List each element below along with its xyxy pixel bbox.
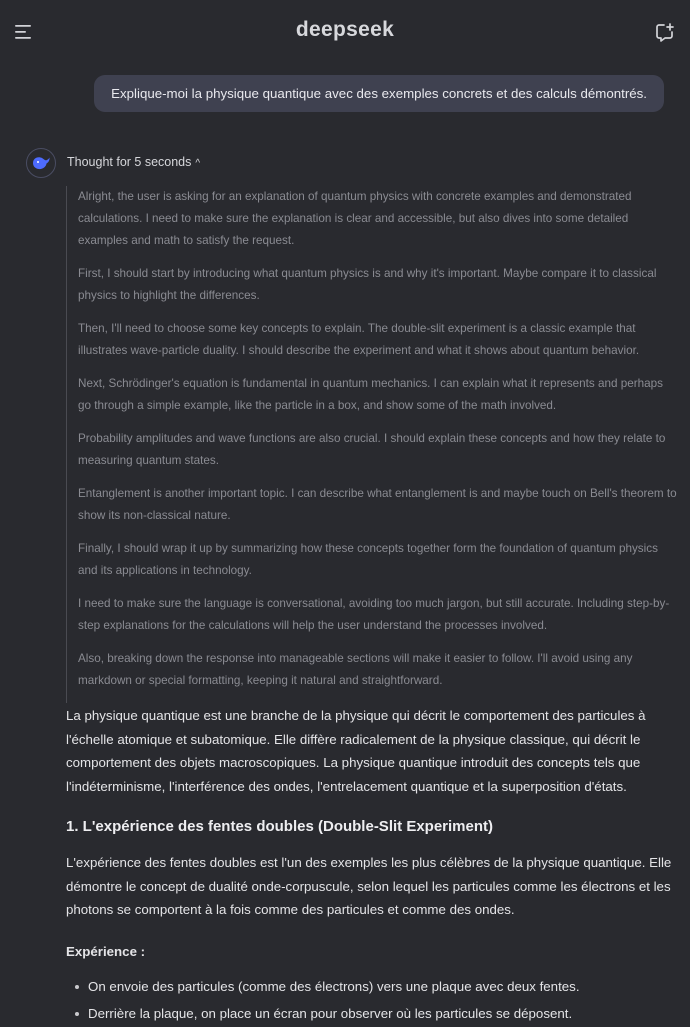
new-chat-icon[interactable] [654,22,676,44]
reasoning-paragraph: First, I should start by introducing what quantum physics is and why it's important. Maybe compare it to classical physics to highlight the differences. [78,267,657,302]
section-heading: 1. L'expérience des fentes doubles (Double-Slit Experiment) [66,818,494,835]
list-item: On envoie des particules (comme des électrons) vers une plaque avec deux fentes. [66,973,672,1000]
bullet-list [66,973,672,1027]
reasoning-paragraph: Entanglement is another important topic. I can describe what entanglement is and maybe touch on Bell's theorem to show its non-classical nature. [78,487,677,522]
reasoning-paragraph: Also, breaking down the response into manageable sections will make it easier to follow. I'll avoid using any markdown or special formatting, keeping it natural and straightforward. [78,652,633,687]
list-item: Derrière la plaque, on place un écran pour observer où les particules se déposent. [66,1000,672,1027]
deepseek-whale-icon [26,148,56,178]
reasoning-paragraph: Alright, the user is asking for an explanation of quantum physics with concrete examples and demonstrated calculations. I need to make sure the explanation is clear and accessible, but also dives into some detailed examples and math to satisfy the request. [78,190,632,247]
reasoning-paragraph: I need to make sure the language is conversational, avoiding too much jargon, but still accurate. Including step-by-step explanations for the calculations will help the user understand the processes involved. [78,597,670,632]
reasoning-paragraph: Finally, I should wrap it up by summarizing how these concepts together form the foundation of quantum physics and its applications in technology. [78,542,658,577]
user-message-bubble: Explique-moi la physique quantique avec des exemples concrets et des calculs démontrés. [94,75,664,112]
chevron-up-icon: ^ [195,158,201,169]
brand-logo: deepseek [295,18,395,41]
reasoning-paragraph: Then, I'll need to choose some key concepts to explain. The double-slit experiment is a classic example that illustrates wave-particle duality. I should describe the experiment and what it shows about quantum behavior. [78,322,640,357]
reasoning-paragraph: Next, Schrödinger's equation is fundamental in quantum mechanics. I can explain what it represents and perhaps go through a simple example, like the particle in a box, and show some of the math involved. [78,377,663,412]
thought-toggle[interactable] [67,155,200,169]
thought-label: Thought for 5 seconds [67,155,192,169]
reasoning-paragraph: Probability amplitudes and wave functions are also crucial. I should explain these concepts and how they relate to measuring quantum states. [78,432,666,467]
answer-intro: La physique quantique est une branche de la physique qui décrit le comportement des particules à l'échelle atomique et subatomique. Elle diffère radicalement de la physique classique, qui décrit le comportement des objets macroscopiques. La physique quantique introduit des concepts tels que l'indéterminisme, l'interférence des ondes, l'entrelacement quantique et la superposition d'états. [66,708,646,794]
top-bar [0,0,690,62]
assistant-answer [66,704,672,1027]
section-text: L'expérience des fentes doubles est l'un des exemples les plus célèbres de la physique quantique. Elle démontre le concept de dualité onde-corpuscule, selon lequel les particules comme les électrons et les photons se comportent à la fois comme des particules et comme des ondes. [66,855,672,917]
reasoning-block [66,186,678,703]
experience-label: Expérience : [66,943,146,959]
